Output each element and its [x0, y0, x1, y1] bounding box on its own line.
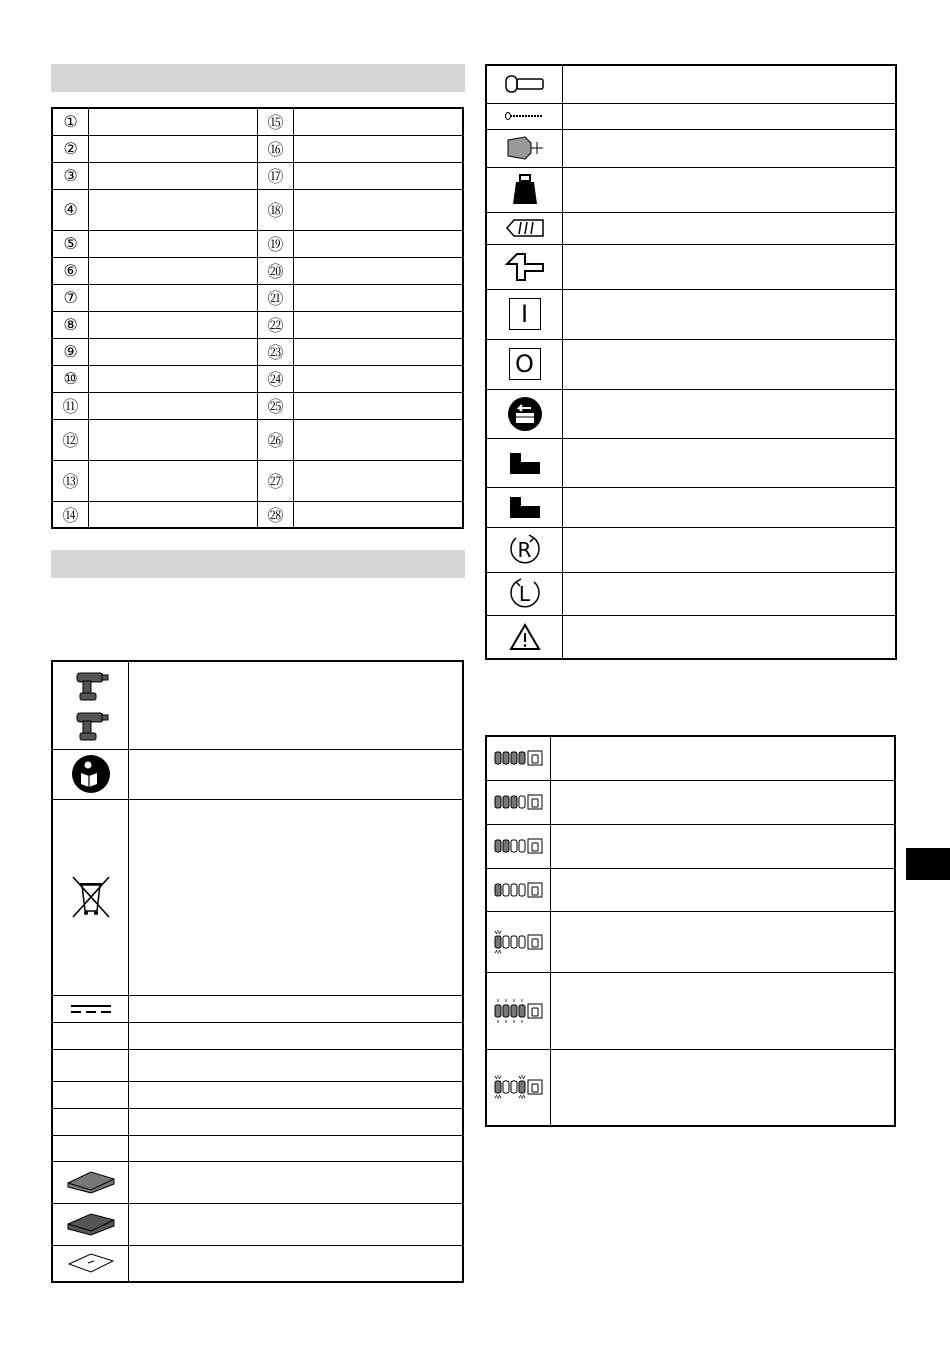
switch-on-letter: I — [509, 298, 541, 330]
part-number: ⑩ — [52, 365, 89, 392]
part-number: ⑥ — [52, 257, 89, 284]
part-number: ⑭ — [52, 501, 89, 528]
switch-on-symbol — [486, 289, 563, 339]
hammer-mode-icon — [486, 244, 563, 289]
parts-table — [51, 107, 464, 529]
battery-alternate-blinking-icon — [486, 1049, 551, 1126]
reverse-letter: L — [518, 581, 531, 606]
part-number: ⑳ — [258, 257, 294, 284]
part-number: ⑤ — [52, 230, 89, 257]
manual-book-icon — [52, 1245, 129, 1282]
part-number: ⑪ — [52, 392, 89, 419]
battery-removal-icon — [486, 389, 563, 438]
part-number: ⑫ — [52, 419, 89, 460]
part-number: ④ — [52, 189, 89, 230]
part-number: ② — [52, 135, 89, 162]
part-number: ㉒ — [258, 311, 294, 338]
section-heading-band-1 — [51, 64, 465, 92]
direct-current-icon — [52, 995, 129, 1022]
weight-icon — [486, 167, 563, 212]
battery-level-3-icon — [486, 780, 551, 824]
part-number: ⑧ — [52, 311, 89, 338]
part-number: ㉘ — [258, 501, 294, 528]
bolt-icon — [486, 65, 563, 103]
part-number: ⑨ — [52, 338, 89, 365]
switch-off-letter: O — [509, 348, 541, 380]
forward-rotation-symbol — [486, 527, 563, 572]
part-number: ⑬ — [52, 460, 89, 501]
part-number: ㉑ — [258, 284, 294, 311]
high-speed-icon — [486, 438, 563, 487]
page-edge-tab — [906, 848, 950, 880]
symbols-table-right — [485, 64, 897, 660]
part-number: ① — [52, 108, 89, 135]
part-number: ㉖ — [258, 419, 294, 460]
battery-all-blinking-icon — [486, 972, 551, 1049]
part-number: ⑮ — [258, 108, 294, 135]
battery-indicator-table — [485, 735, 896, 1127]
part-number: ⑦ — [52, 284, 89, 311]
battery-charger-icon — [52, 1203, 129, 1245]
crossed-bin-icon — [52, 799, 129, 995]
part-number: ㉓ — [258, 338, 294, 365]
part-number: ㉕ — [258, 392, 294, 419]
part-number: ③ — [52, 162, 89, 189]
part-number: ⑯ — [258, 135, 294, 162]
part-number: ㉔ — [258, 365, 294, 392]
chuck-icon — [486, 129, 563, 167]
part-number: ㉗ — [258, 460, 294, 501]
screw-icon — [486, 103, 563, 129]
read-manual-icon — [52, 749, 129, 799]
battery-level-2-icon — [486, 824, 551, 868]
part-number: ⑰ — [258, 162, 294, 189]
switch-off-symbol — [486, 339, 563, 389]
low-speed-icon — [486, 487, 563, 527]
battery-pack-icon — [52, 1161, 129, 1203]
reverse-rotation-symbol — [486, 572, 563, 615]
battery-level-blinking-1-icon — [486, 911, 551, 972]
part-number: ⑲ — [258, 230, 294, 257]
warning-icon — [486, 615, 563, 659]
forward-letter: R — [517, 537, 532, 562]
section-heading-band-2 — [51, 550, 465, 578]
drill-driver-icon — [52, 661, 129, 749]
battery-level-1-icon — [486, 868, 551, 911]
clutch-scale-icon — [486, 212, 563, 244]
symbols-table-left — [51, 660, 464, 1283]
part-number: ⑱ — [258, 189, 294, 230]
battery-level-4-icon — [486, 736, 551, 780]
